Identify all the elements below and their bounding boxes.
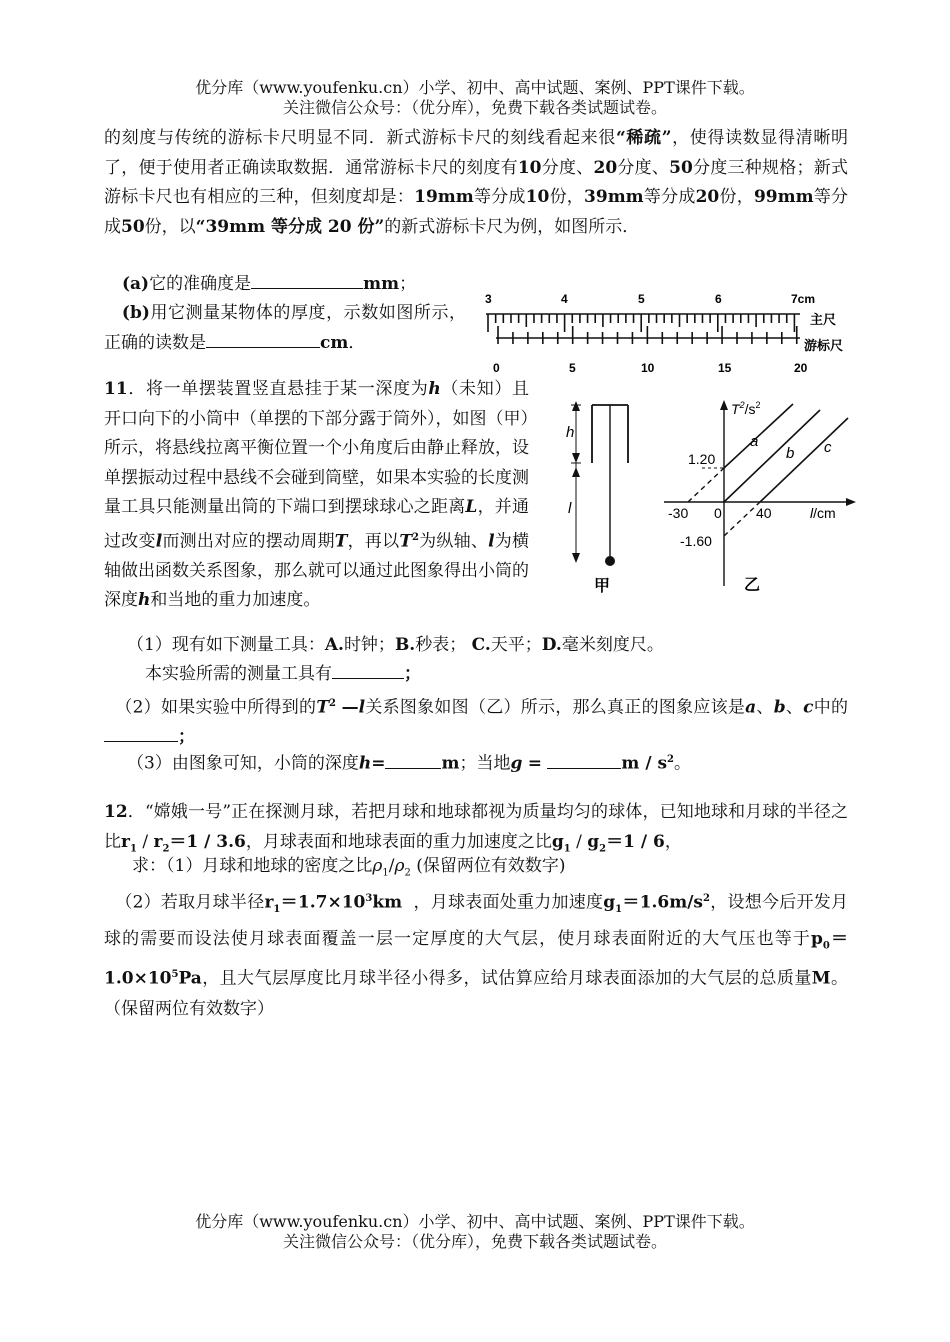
answer-blank-g[interactable] (547, 750, 621, 769)
q10-part-a: (a)它的准确度是 mm； (122, 270, 416, 300)
vernier-caliper-figure (478, 288, 850, 380)
q11-part-2: （2）如果实验中所得到的$T^2$ —l关系图象如图（乙）所示，那么真正的图象应该是a、b、c中的； (104, 689, 848, 753)
q11-stem: 11．将一单摆装置竖直悬挂于某一深度为h（未知）且开口向下的小筒中（单摆的下部分露于筒外），如图（甲）所示，将悬线拉离平衡位置一个小角度后由静止释放，设单摆振动过程中悬线不会碰到筒壁，如果本实验的长度测量工具只能测量出筒的下端口到摆球球心之距离L，并通过改变l而测出对应的摆动周期T，再以$T^2$为纵轴、l为横轴做出函数关系图象，那么就可以通过此图象得出小筒的深度h和当地的重力加速度。 (104, 379, 530, 611)
pendulum-bob (605, 556, 615, 566)
intro-paragraph: 的刻度与传统的游标卡尺明显不同．新式游标卡尺的刻线看起来很“稀疏”，使得读数显得清晰明了，便于使用者正确读取数据．通常游标卡尺的刻度有10分度、20分度、50分度三种规格；新式游标卡尺也有相应的三种，但刻度却是：19mm等分成10份，39mm等分成20份，99mm等分成50份，以“39mm 等分成 20 份”的新式游标卡尺为例，如图所示． (104, 128, 849, 237)
main-label-4: 4 (561, 292, 568, 306)
answer-blank-b[interactable] (206, 329, 320, 348)
main-scale (486, 314, 800, 332)
main-scale-name: 主尺 (810, 312, 837, 327)
main-label-5: 5 (638, 292, 645, 306)
answer-blank-a[interactable] (251, 270, 363, 289)
header-line-1: 优分库（www.youfenku.cn）小学、初中、高中试题、案例、PPT课件下载。 (195, 78, 755, 97)
vernier-label-10: 10 (641, 361, 655, 375)
y-tick-neg-1-60: -1.60 (680, 533, 712, 549)
caption-jia: 甲 (594, 578, 611, 595)
vernier-label-0: 0 (493, 361, 500, 375)
vernier-scale (496, 326, 800, 344)
x-axis-label: l/cm (810, 505, 836, 521)
main-label-6: 6 (715, 292, 722, 306)
header-line-2: 关注微信公众号：（优分库），免费下载各类试题试卷。 (282, 98, 667, 117)
label-h: h (566, 424, 575, 441)
vernier-scale-name: 游标尺 (804, 338, 844, 353)
origin-label: 0 (714, 505, 722, 521)
page-footer (0, 1212, 950, 1252)
vernier-label-20: 20 (794, 361, 808, 375)
line-a-dashed (688, 468, 724, 502)
line-c-label: c (824, 439, 832, 456)
vernier-label-15: 15 (718, 361, 732, 375)
figure-yi-graph (658, 396, 858, 596)
answer-blank-graph[interactable] (104, 723, 178, 742)
caption-yi: 乙 (744, 577, 761, 594)
main-label-7cm: 7cm (791, 292, 816, 306)
answer-blank-h[interactable] (385, 750, 441, 769)
figure-jia-pendulum (556, 397, 636, 595)
footer-line-2: 关注微信公众号：（优分库），免费下载各类试题试卷。 (282, 1232, 667, 1251)
q10-part-b: (b)用它测量某物体的厚度，示数如图所示，正确的读数是 cm． (104, 303, 467, 353)
label-l: l (568, 500, 572, 517)
line-c-dashed (724, 502, 760, 536)
line-c (760, 418, 848, 502)
footer-line-1: 优分库（www.youfenku.cn）小学、初中、高中试题、案例、PPT课件下载。 (195, 1212, 755, 1231)
main-label-3: 3 (485, 292, 492, 306)
q11-part-3: （3）由图象可知，小筒的深度h= m；当地$g = m / s^2$。 (127, 745, 691, 779)
q12-part-1: 求：（1）月球和地球的密度之比$\rho_1/\rho_2$ (保留两位有效数字) (132, 856, 566, 879)
page-header (0, 78, 950, 118)
line-a-label: a (750, 433, 759, 450)
q11-part-1-answer: 本实验所需的测量工具有 ； (145, 660, 421, 690)
q12-stem: 12．“嫦娥一号”正在探测月球，若把月球和地球都视为质量均匀的球体，已知地球和月球的半径之比$r_1 / r_2=1 / 3.6$，月球表面和地球表面的重力加速度之比$g_1 / g_2=1 / 6$， (104, 802, 848, 854)
vernier-label-5: 5 (569, 361, 576, 375)
x-tick-40: 40 (756, 505, 772, 521)
y-tick-1-20: 1.20 (688, 451, 716, 467)
y-axis-label: $T^2/s^2$ (731, 400, 761, 417)
line-b-label: b (786, 445, 795, 462)
answer-blank-tools[interactable] (332, 660, 404, 679)
q11-part-1: （1）现有如下测量工具：A.时钟；B.秒表； C.天平；D.毫米刻度尺。 (127, 635, 664, 655)
q12-part-2: （2）若取月球半径$r_1=1.7\times 10^3km$ ，月球表面处重力加速度$g_1=1.6m/s^2$，设想今后开发月球的需要而设法使月球表面覆盖一层一定厚度的大气层，使月球表面附近的大气压也等于$p_0=1.0\times 10^5Pa$，且大气层厚度比月球半径小得多，试估算应给月球表面添加的大气层的总质量M。（保留两位有效数字） (104, 892, 849, 1019)
x-tick-neg-30: -30 (668, 505, 689, 521)
